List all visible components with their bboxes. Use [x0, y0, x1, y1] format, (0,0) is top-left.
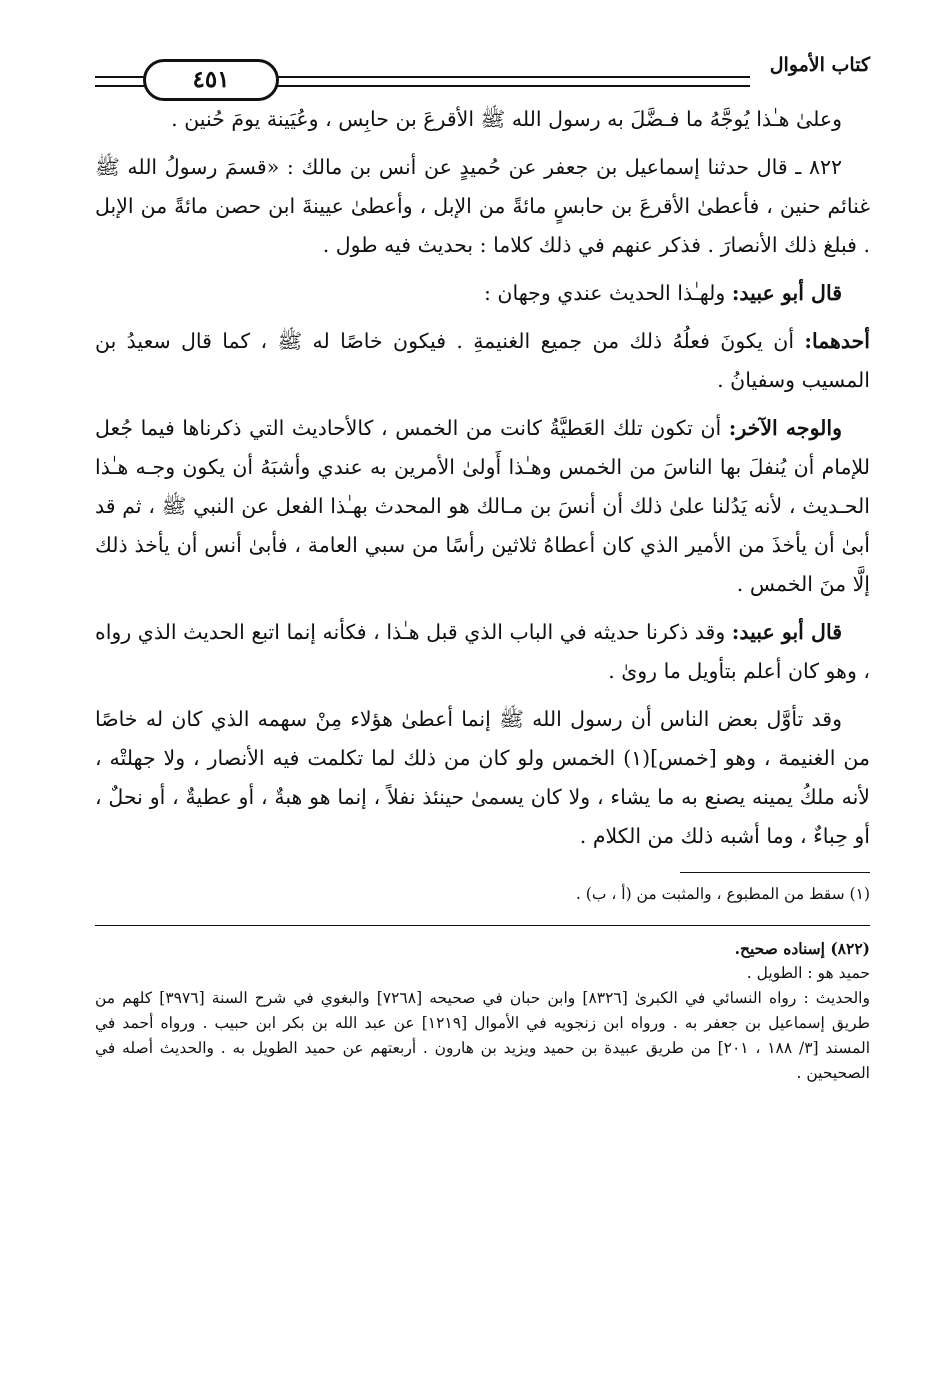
- paragraph-text: وقد ذكرنا حديثه في الباب الذي قبل هـٰذا ، فكأنه إنما اتبع الحديث الذي رواه ، وهو كان أعلم بتأويل ما روىٰ .: [95, 620, 870, 683]
- paragraph-hadith-822: ٨٢٢ ـ قال حدثنا إسماعيل بن جعفر عن حُميدٍ عن أنس بن مالك : «قسمَ رسولُ الله ﷺ غنائم حنين ، فأعطىٰ الأقرعَ بن حابسٍ مائةً من الإبل ، وأعطىٰ عيينةَ ابن حصن مائةً من الإبل . فبلغ ذلك الأنصارَ . فذكر عنهم في ذلك كلاما : بحديث فيه طول .: [95, 155, 870, 257]
- takhrij-line-1: حميد هو : الطويل .: [746, 964, 870, 982]
- footnote-1: (١) سقط من المطبوع ، والمثبت من (أ ، ب) .: [575, 885, 870, 903]
- paragraph-text: أن تكون تلك العَطيَّةُ كانت من الخمس ، كالأحاديث التي ذكرناها فيما جُعل للإمام أن يُنفلَ بها الناسَ من الخمس وهـٰذا أَولىٰ الأمرين به عندي وأشبَهُ أن يكون وجـه هـٰذا الحـديث ، لأنه يَدُلنا علىٰ ذلك أن أنسَ بن مـالك هو المحدث بهـٰذا الفعل عن النبي ﷺ ، ثم قد أبىٰ أن يأخذَ من الأمير الذي كان أعطاهُ ثلاثين رأسًا من سبي العامة ، فأبىٰ أنس أن يأخذ ذلك إلَّا منَ الخمس .: [95, 416, 870, 596]
- takhrij-line-2: والحديث : رواه النسائي في الكبرىٰ [٨٣٢٦] وابن حبان في صحيحه [٧٢٦٨] والبغوي في شرح السنة [٣٩٧٦] كلهم من طريق إسماعيل بن جعفر به . ورواه ابن زنجويه في الأموال [١٢١٩] عن عبد الله بن بكر ابن حبيب . ورواه أحمد في المسند [٣/ ١٨٨ ، ٢٠١] من طريق عبيدة بن حميد ويزيد بن هارون . أربعتهم عن حميد الطويل به . والحديث أصله في الصحيحين .: [95, 989, 871, 1082]
- speaker-label: قال أبو عبيد:: [731, 620, 842, 644]
- footnote-separator: [680, 872, 870, 873]
- speaker-label: قال أبو عبيد:: [731, 281, 842, 305]
- book-page: [95, 50, 870, 1086]
- takhrij-section: [95, 936, 870, 1086]
- paragraph-text: ولهـٰذا الحديث عندي وجهان :: [483, 281, 732, 305]
- paragraph-second-aspect: [95, 409, 870, 604]
- main-text: [95, 100, 870, 856]
- paragraph-abu-ubaid-2: [95, 613, 870, 691]
- aspect-label: أحدهما:: [804, 329, 870, 353]
- paragraph-abu-ubaid-1: [95, 274, 870, 313]
- paragraph-first-aspect: [95, 322, 870, 400]
- aspect-label: والوجه الآخر:: [728, 416, 843, 440]
- paragraph-interpretation: وقد تأوَّل بعض الناس أن رسول الله ﷺ إنما أعطىٰ هؤلاء مِنْ سهمه الذي كان له خاصًا من الغنيمة ، وهو [خمس](١) الخمس ولو كان من ذلك لما تكلمت فيه الأنصار ، ولا جهلتْه ، لأنه ملكُ يمينه يصنع به ما يشاء ، ولا كان يسمىٰ حينئذ نفلاً ، إنما هو هبةٌ ، أو عطيةٌ ، أو نحلٌ ، أو حِباءٌ ، وما أشبه ذلك من الكلام .: [95, 707, 870, 848]
- page-number: ٤٥١: [143, 59, 279, 101]
- page-header: [95, 50, 870, 96]
- takhrij-heading: (٨٢٢) إسناده صحيح.: [734, 939, 870, 958]
- book-title: كتاب الأموال: [769, 54, 870, 76]
- paragraph-text: أن يكونَ فعلُهُ ذلك من جميع الغنيمةِ . فيكون خاصًا له ﷺ ، كما قال سعيدُ بن المسيب وسفيانُ .: [95, 329, 870, 392]
- paragraph-1: وعلىٰ هـٰذا يُوجَّهُ ما فـضَّلَ به رسول الله ﷺ الأقرعَ بن حابِس ، وعُيَينة يومَ حُنين .: [171, 107, 842, 131]
- takhrij-separator: [95, 925, 870, 926]
